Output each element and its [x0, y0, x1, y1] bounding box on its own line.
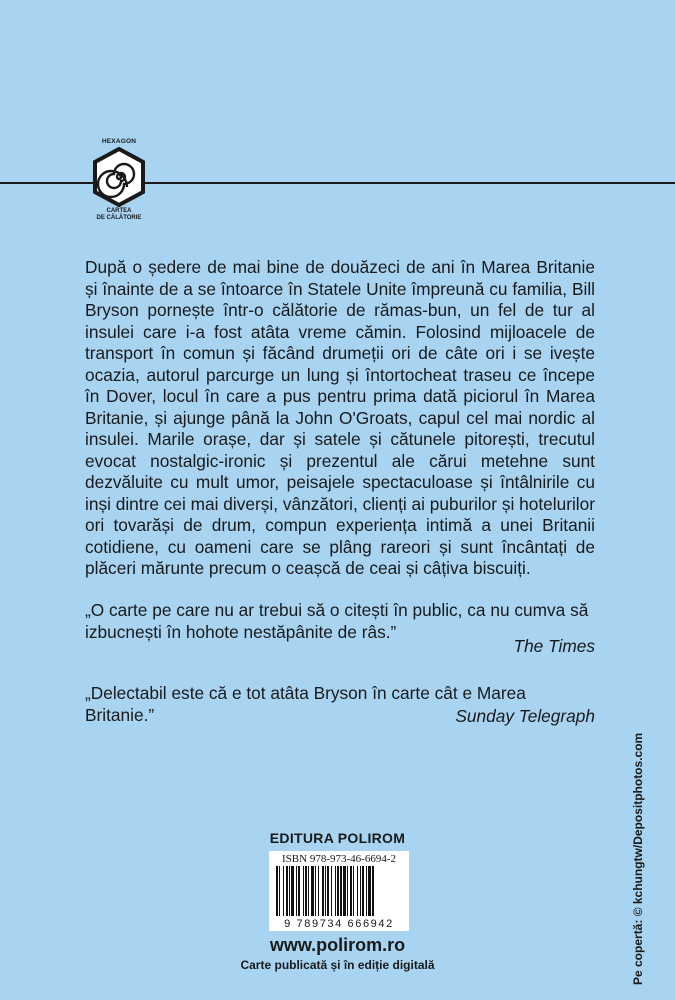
cover-photo-credit: Pe copertă: © kchungtw/Depositphotos.com — [631, 732, 645, 985]
barcode-bar — [311, 866, 314, 916]
barcode-bar — [283, 866, 284, 916]
book-description: După o ședere de mai bine de douăzeci de ani în Marea Britanie și înainte de a se întoarce în Statele Unite împreună cu familia, Bill Bryson pornește într-o călătorie de rămas-bun, un fel de tur al insulei care i-a fost atâta vreme cămin. Folosind mijloacele de transport în comun și făcând drumeții ori de câte ori i se ivește ocazia, autorul parcurge un lung și întortocheat traseu ce începe în Dover, locul în care a pus pentru prima dată piciorul în Marea Britanie, și ajunge până la John O'Groats, capul cel mai nordic al insulei. Marile orașe, dar și satele și cătunele pitorești, trecutul evocat nostalgic-ironic și prezentul ale cărui metehne sunt dezvăluite cu mult umor, peisajele spectaculoase și întâlnirile cu inși dintre cei mai diverși, vânzători, clienți ai puburilor și hotelurilor ori tovarăși de drum, compun experiența intimă a unei Britanii cotidiene, cu oameni care se plâng rareori și sunt încântați de plăceri mărunte precum o ceașcă de ceai și câțiva biscuiți. — [85, 257, 596, 578]
publisher-name: EDITURA POLIROM — [269, 830, 406, 846]
barcode-bar — [353, 866, 354, 916]
barcode-bar — [276, 866, 278, 916]
barcode-bar — [325, 866, 326, 916]
barcode-bar — [331, 866, 332, 916]
barcode-bar — [318, 866, 319, 916]
quote-telegraph: „Delectabil este că e tot atâta Bryson în carte cât e Marea Britanie.” — [85, 683, 526, 725]
barcode-bar — [337, 866, 339, 916]
isbn-text: ISBN 978-973-46-6694-2 — [282, 853, 396, 865]
barcode-bars — [275, 866, 403, 916]
barcode-bar — [291, 866, 294, 916]
barcode-bar — [343, 866, 346, 916]
quote-times: „O carte pe care nu ar trebui să o citești în public, ca nu cumva să izbucnești în hohote nestăpânite de râs.” — [85, 600, 589, 642]
hexagon-logo — [84, 138, 154, 228]
barcode-bar — [350, 866, 352, 916]
barcode-bar — [360, 866, 361, 916]
barcode-bar — [362, 866, 364, 916]
digital-edition-note: Carte publicată și în ediție digitală — [240, 958, 435, 972]
publisher-website: www.polirom.ro — [269, 935, 406, 955]
barcode-bar — [340, 866, 342, 916]
logo-bottom-line1: CARTEA — [106, 208, 132, 214]
barcode-bar — [315, 866, 316, 916]
barcode-bar — [335, 866, 336, 916]
barcode-digits: 9 789734 666942 — [284, 918, 394, 930]
hexagon-spiral-icon — [91, 147, 147, 207]
barcode-bar — [308, 866, 309, 916]
barcode-bar — [347, 866, 348, 916]
barcode-bar — [298, 866, 300, 916]
barcode-bar — [305, 866, 307, 916]
barcode-bar — [366, 866, 367, 916]
barcode-bar — [357, 866, 358, 916]
quote-source-times: The Times — [513, 636, 595, 656]
quote-source-telegraph: Sunday Telegraph — [455, 706, 595, 726]
barcode-bar — [289, 866, 290, 916]
barcode-bar — [327, 866, 329, 916]
barcode-bar — [372, 866, 374, 916]
barcode-bar — [296, 866, 297, 916]
logo-bottom-line2: DE CĂLĂTORIE — [96, 215, 142, 221]
barcode-bar — [368, 866, 371, 916]
logo-top-text: HEXAGON — [101, 138, 137, 145]
barcode-bar — [322, 866, 324, 916]
barcode-bar — [279, 866, 280, 916]
barcode-bar — [286, 866, 288, 916]
isbn-barcode — [269, 851, 409, 931]
barcode-bar — [303, 866, 304, 916]
